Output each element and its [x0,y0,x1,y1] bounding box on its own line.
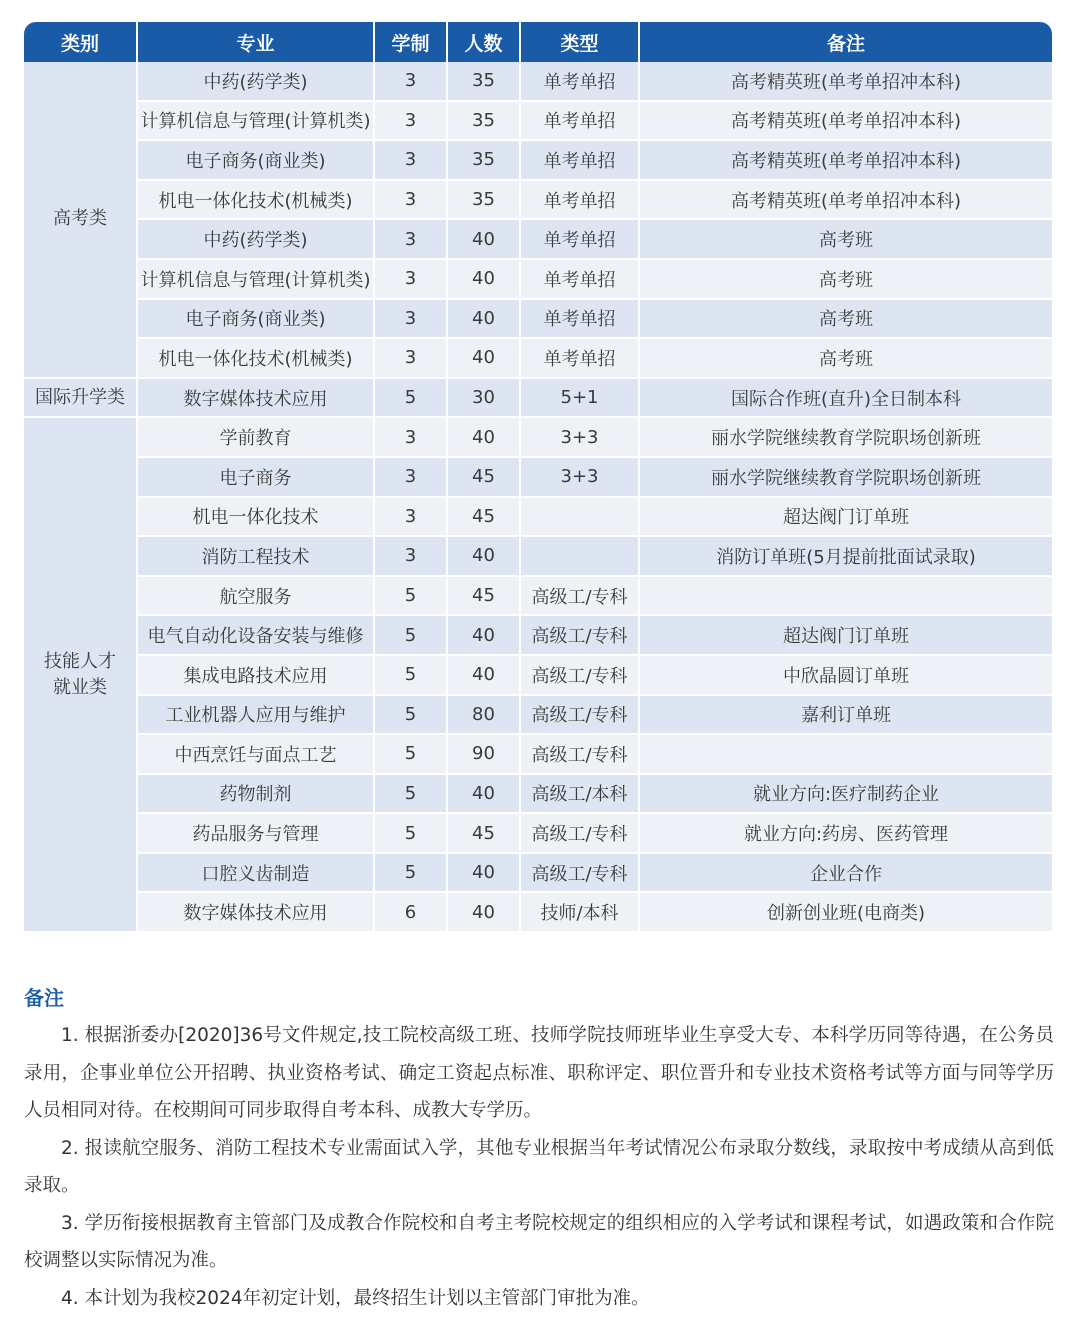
cell-major: 计算机信息与管理(计算机类) [137,101,374,141]
cell-major: 药品服务与管理 [137,813,374,853]
cell-major: 中西烹饪与面点工艺 [137,734,374,774]
table-row [24,695,1052,735]
note-item-2: 2. 报读航空服务、消防工程技术专业需面试入学，其他专业根据当年考试情况公布录取分数线，录取按中考成绩从高到低录取。 [24,1130,1054,1205]
cell-years: 5 [374,378,447,418]
cell-count: 40 [447,338,520,378]
cell-type: 单考单招 [520,338,639,378]
cell-major: 计算机信息与管理(计算机类) [137,259,374,299]
table-header-row [24,22,1052,62]
cell-count: 40 [447,615,520,655]
table-row [24,62,1052,101]
category-guoji: 国际升学类 [24,378,137,418]
table-row [24,101,1052,141]
cell-years: 5 [374,853,447,893]
table-row [24,576,1052,616]
table-row [24,892,1052,932]
cell-remark: 企业合作 [639,853,1052,893]
cell-remark: 高考精英班(单考单招冲本科) [639,62,1052,101]
cell-type: 单考单招 [520,101,639,141]
cell-remark: 高考精英班(单考单招冲本科) [639,140,1052,180]
cell-years: 3 [374,62,447,101]
table-row [24,536,1052,576]
table-row [24,180,1052,220]
cell-years: 3 [374,259,447,299]
cell-years: 3 [374,180,447,220]
cell-count: 40 [447,259,520,299]
table-row [24,417,1052,457]
cell-remark: 国际合作班(直升)全日制本科 [639,378,1052,418]
cell-remark [639,734,1052,774]
header-remark: 备注 [639,22,1052,62]
cell-type: 单考单招 [520,219,639,259]
cell-count: 40 [447,892,520,932]
cell-years: 6 [374,892,447,932]
cell-count: 80 [447,695,520,735]
cell-type: 高级工/专科 [520,615,639,655]
cell-years: 3 [374,417,447,457]
cell-remark: 高考精英班(单考单招冲本科) [639,101,1052,141]
cell-major: 药物制剂 [137,774,374,814]
cell-remark: 高考班 [639,338,1052,378]
cell-type: 3+3 [520,457,639,497]
cell-count: 45 [447,576,520,616]
cell-major: 数字媒体技术应用 [137,892,374,932]
cell-count: 90 [447,734,520,774]
admissions-table [24,22,1052,933]
cell-count: 45 [447,457,520,497]
cell-remark [639,576,1052,616]
table-row [24,219,1052,259]
cell-years: 3 [374,536,447,576]
cell-major: 中药(药学类) [137,219,374,259]
cell-count: 35 [447,180,520,220]
cell-major: 机电一体化技术 [137,497,374,537]
header-count: 人数 [447,22,520,62]
cell-remark: 高考班 [639,259,1052,299]
table-row [24,140,1052,180]
cell-count: 45 [447,813,520,853]
cell-count: 40 [447,774,520,814]
note-item-3: 3. 学历衔接根据教育主管部门及成教合作院校和自考主考院校规定的组织相应的入学考试和课程考试，如遇政策和合作院校调整以实际情况为准。 [24,1205,1054,1280]
cell-remark: 高考班 [639,299,1052,339]
table-row [24,853,1052,893]
cell-years: 5 [374,615,447,655]
cell-count: 35 [447,62,520,101]
note-item-1: 1. 根据浙委办[2020]36号文件规定,技工院校高级工班、技师学院技师班毕业生享受大专、本科学历同等待遇，在公务员录用，企事业单位公开招聘、执业资格考试、确定工资起点标准、职称评定、职位晋升和专业技术资格考试等方面与同等学历人员相同对待。在校期间可同步取得自考本科、成教大专学历。 [24,1017,1054,1130]
cell-type: 技师/本科 [520,892,639,932]
note-item-4: 4. 本计划为我校2024年初定计划，最终招生计划以主管部门审批为准。 [24,1280,1054,1317]
cell-years: 3 [374,101,447,141]
cell-remark: 就业方向:医疗制药企业 [639,774,1052,814]
cell-major: 数字媒体技术应用 [137,378,374,418]
cell-count: 35 [447,101,520,141]
table-row [24,615,1052,655]
cell-count: 40 [447,853,520,893]
cell-years: 5 [374,695,447,735]
cell-major: 口腔义齿制造 [137,853,374,893]
cell-major: 学前教育 [137,417,374,457]
cell-remark: 超达阀门订单班 [639,497,1052,537]
cell-type: 高级工/专科 [520,695,639,735]
cell-remark: 中欣晶圆订单班 [639,655,1052,695]
cell-major: 工业机器人应用与维护 [137,695,374,735]
table-row [24,655,1052,695]
table-row [24,774,1052,814]
cell-count: 40 [447,219,520,259]
header-category: 类别 [24,22,137,62]
table-row [24,497,1052,537]
cell-remark: 消防订单班(5月提前批面试录取) [639,536,1052,576]
cell-remark: 超达阀门订单班 [639,615,1052,655]
header-type: 类型 [520,22,639,62]
cell-years: 5 [374,734,447,774]
cell-count: 40 [447,536,520,576]
cell-type: 单考单招 [520,140,639,180]
cell-type: 高级工/专科 [520,853,639,893]
cell-years: 5 [374,813,447,853]
cell-count: 35 [447,140,520,180]
cell-major: 机电一体化技术(机械类) [137,180,374,220]
cell-count: 40 [447,299,520,339]
cell-type: 3+3 [520,417,639,457]
cell-major: 集成电路技术应用 [137,655,374,695]
table-row [24,813,1052,853]
cell-years: 3 [374,338,447,378]
cell-major: 电子商务(商业类) [137,140,374,180]
cell-remark: 高考精英班(单考单招冲本科) [639,180,1052,220]
cell-major: 电子商务 [137,457,374,497]
admissions-table-container [24,22,1052,933]
category-jineng [24,417,137,932]
cell-count: 30 [447,378,520,418]
cell-years: 3 [374,457,447,497]
table-row [24,338,1052,378]
notes-title: 备注 [24,982,1054,1011]
cell-major: 消防工程技术 [137,536,374,576]
cell-remark: 就业方向:药房、医药管理 [639,813,1052,853]
table-row [24,734,1052,774]
cell-type: 高级工/专科 [520,813,639,853]
header-major: 专业 [137,22,374,62]
cell-remark: 丽水学院继续教育学院职场创新班 [639,417,1052,457]
cell-type: 单考单招 [520,180,639,220]
cell-major: 航空服务 [137,576,374,616]
cell-remark: 嘉利订单班 [639,695,1052,735]
cell-years: 5 [374,576,447,616]
cell-type: 单考单招 [520,259,639,299]
cell-remark: 丽水学院继续教育学院职场创新班 [639,457,1052,497]
cell-remark: 高考班 [639,219,1052,259]
cell-count: 40 [447,417,520,457]
cell-type [520,536,639,576]
cell-years: 3 [374,219,447,259]
cell-years: 3 [374,497,447,537]
category-jineng-line1: 技能人才 [44,651,116,672]
cell-major: 电子商务(商业类) [137,299,374,339]
table-row [24,457,1052,497]
cell-major: 机电一体化技术(机械类) [137,338,374,378]
cell-type: 高级工/本科 [520,774,639,814]
table-row [24,378,1052,418]
cell-count: 40 [447,655,520,695]
cell-type: 5+1 [520,378,639,418]
cell-years: 5 [374,774,447,814]
cell-remark: 创新创业班(电商类) [639,892,1052,932]
cell-type: 单考单招 [520,62,639,101]
cell-count: 45 [447,497,520,537]
cell-years: 3 [374,140,447,180]
category-gaokao: 高考类 [24,62,137,378]
cell-years: 3 [374,299,447,339]
notes-section [24,982,1054,1317]
cell-type: 高级工/专科 [520,655,639,695]
header-years: 学制 [374,22,447,62]
category-jineng-line2: 就业类 [53,677,107,698]
table-row [24,259,1052,299]
cell-major: 电气自动化设备安装与维修 [137,615,374,655]
cell-type: 单考单招 [520,299,639,339]
table-row [24,299,1052,339]
cell-major: 中药(药学类) [137,62,374,101]
cell-type [520,497,639,537]
cell-type: 高级工/专科 [520,734,639,774]
cell-years: 5 [374,655,447,695]
cell-type: 高级工/专科 [520,576,639,616]
